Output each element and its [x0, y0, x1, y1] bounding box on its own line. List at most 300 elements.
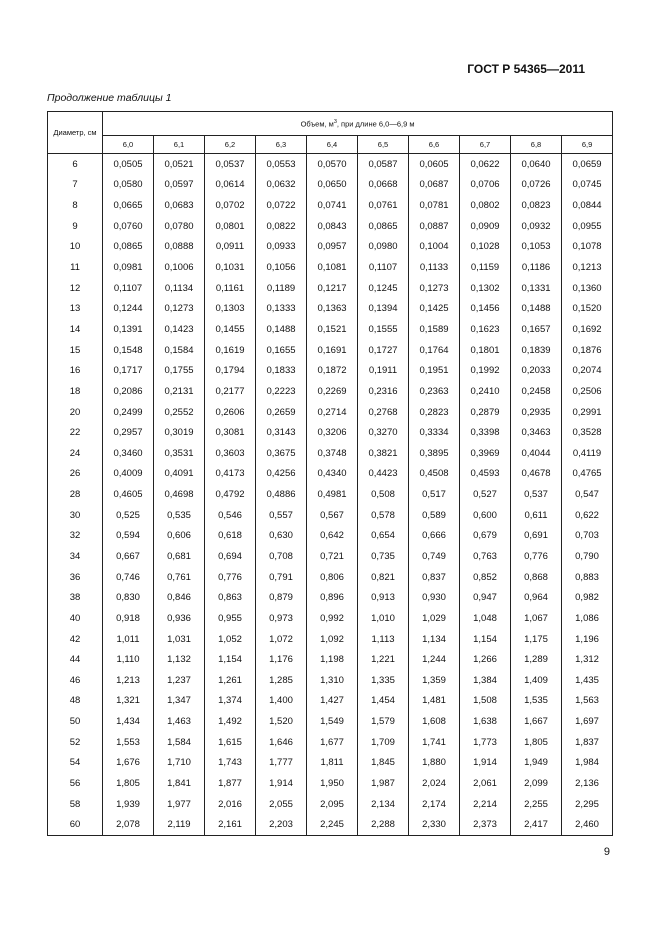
volume-cell: 1,086 — [562, 608, 613, 629]
volume-cell: 0,0822 — [256, 216, 307, 237]
volume-cell: 0,4698 — [154, 484, 205, 505]
volume-cell: 1,434 — [103, 711, 154, 732]
volume-cell: 1,677 — [307, 732, 358, 753]
volume-cell: 1,067 — [511, 608, 562, 629]
table-header — [48, 112, 613, 154]
volume-cell: 2,136 — [562, 773, 613, 794]
table-row — [48, 422, 613, 443]
table-row — [48, 402, 613, 423]
diameter-cell: 32 — [48, 526, 103, 547]
volume-cell: 0,0741 — [307, 195, 358, 216]
volume-cell: 1,359 — [409, 670, 460, 691]
volume-cell: 0,0614 — [205, 175, 256, 196]
volume-cell: 2,245 — [307, 815, 358, 836]
diameter-cell: 11 — [48, 257, 103, 278]
diameter-cell: 30 — [48, 505, 103, 526]
volume-cell: 1,880 — [409, 753, 460, 774]
volume-cell: 0,0505 — [103, 154, 154, 175]
volume-cell: 0,1363 — [307, 298, 358, 319]
volume-cell: 0,0780 — [154, 216, 205, 237]
diameter-cell: 14 — [48, 319, 103, 340]
volume-cell: 0,2659 — [256, 402, 307, 423]
diameter-cell: 54 — [48, 753, 103, 774]
volume-cell: 1,949 — [511, 753, 562, 774]
volume-cell: 0,918 — [103, 608, 154, 629]
table-row — [48, 484, 613, 505]
table-row — [48, 360, 613, 381]
volume-cell: 0,846 — [154, 587, 205, 608]
volume-cell: 0,4508 — [409, 464, 460, 485]
volume-cell: 0,0843 — [307, 216, 358, 237]
volume-cell: 0,1331 — [511, 278, 562, 299]
volume-cell: 0,1423 — [154, 319, 205, 340]
volume-cell: 0,821 — [358, 567, 409, 588]
volume-cell: 0,763 — [460, 546, 511, 567]
volume-cell: 0,0702 — [205, 195, 256, 216]
volume-cell: 1,427 — [307, 691, 358, 712]
page-number: 9 — [603, 846, 610, 858]
volume-cell: 0,0957 — [307, 237, 358, 258]
volume-cell: 0,1217 — [307, 278, 358, 299]
volume-cell: 0,1004 — [409, 237, 460, 258]
volume-cell: 0,761 — [154, 567, 205, 588]
volume-cell: 0,896 — [307, 587, 358, 608]
volume-cell: 0,3334 — [409, 422, 460, 443]
volume-cell: 0,3603 — [205, 443, 256, 464]
length-header-cell: 6,0 — [103, 136, 154, 154]
volume-cell: 0,1764 — [409, 340, 460, 361]
volume-cell: 2,417 — [511, 815, 562, 836]
volume-cell: 0,1619 — [205, 340, 256, 361]
volume-cell: 0,1053 — [511, 237, 562, 258]
volume-cell: 0,1951 — [409, 360, 460, 381]
length-header-row — [48, 136, 613, 154]
length-header-cell: 6,1 — [154, 136, 205, 154]
volume-cell: 0,0888 — [154, 237, 205, 258]
volume-cell: 0,4792 — [205, 484, 256, 505]
volume-cell: 2,061 — [460, 773, 511, 794]
volume-cell: 0,1717 — [103, 360, 154, 381]
diameter-cell: 44 — [48, 649, 103, 670]
volume-cell: 0,3895 — [409, 443, 460, 464]
volume-cell: 2,174 — [409, 794, 460, 815]
table-row — [48, 319, 613, 340]
table-body — [48, 154, 613, 836]
volume-cell: 1,244 — [409, 649, 460, 670]
volume-cell: 0,4593 — [460, 464, 511, 485]
volume-cell: 1,676 — [103, 753, 154, 774]
volume-cell: 1,213 — [103, 670, 154, 691]
volume-cell: 0,964 — [511, 587, 562, 608]
volume-cell: 0,1555 — [358, 319, 409, 340]
volume-cell: 0,3460 — [103, 443, 154, 464]
volume-cell: 0,4765 — [562, 464, 613, 485]
volume-cell: 0,2606 — [205, 402, 256, 423]
volume-cell: 0,517 — [409, 484, 460, 505]
volume-cell: 1,773 — [460, 732, 511, 753]
volume-cell: 0,3675 — [256, 443, 307, 464]
volume-cell: 0,1755 — [154, 360, 205, 381]
volume-cell: 1,196 — [562, 629, 613, 650]
volume-cell: 0,4678 — [511, 464, 562, 485]
volume-cell: 1,374 — [205, 691, 256, 712]
volume-cell: 0,667 — [103, 546, 154, 567]
table-row — [48, 381, 613, 402]
diameter-cell: 10 — [48, 237, 103, 258]
table-row — [48, 587, 613, 608]
volume-cell: 1,805 — [511, 732, 562, 753]
volume-cell: 1,400 — [256, 691, 307, 712]
volume-cell: 0,746 — [103, 567, 154, 588]
volume-cell: 0,567 — [307, 505, 358, 526]
volume-cell: 0,578 — [358, 505, 409, 526]
volume-cell: 1,463 — [154, 711, 205, 732]
volume-cell: 0,691 — [511, 526, 562, 547]
table-row — [48, 298, 613, 319]
volume-cell: 0,2823 — [409, 402, 460, 423]
volume-cell: 2,295 — [562, 794, 613, 815]
volume-cell: 1,805 — [103, 773, 154, 794]
volume-cell: 1,584 — [154, 732, 205, 753]
volume-cell: 1,950 — [307, 773, 358, 794]
volume-cell: 0,1028 — [460, 237, 511, 258]
volume-cell: 0,2552 — [154, 402, 205, 423]
table-row — [48, 546, 613, 567]
volume-cell: 0,1727 — [358, 340, 409, 361]
volume-cell: 1,221 — [358, 649, 409, 670]
volume-cell: 0,1161 — [205, 278, 256, 299]
volume-cell: 0,0781 — [409, 195, 460, 216]
table-row — [48, 443, 613, 464]
volume-cell: 0,992 — [307, 608, 358, 629]
volume-cell: 0,1081 — [307, 257, 358, 278]
volume-cell: 0,947 — [460, 587, 511, 608]
volume-cell: 0,837 — [409, 567, 460, 588]
volume-cell: 0,708 — [256, 546, 307, 567]
volume-cell: 0,0909 — [460, 216, 511, 237]
volume-cell: 0,1107 — [103, 278, 154, 299]
volume-cell: 0,883 — [562, 567, 613, 588]
table-row — [48, 237, 613, 258]
table-row — [48, 691, 613, 712]
volume-cell: 0,2957 — [103, 422, 154, 443]
diameter-cell: 50 — [48, 711, 103, 732]
volume-table — [47, 111, 613, 836]
volume-cell: 0,3531 — [154, 443, 205, 464]
diameter-cell: 60 — [48, 815, 103, 836]
volume-cell: 0,2316 — [358, 381, 409, 402]
volume-cell: 0,525 — [103, 505, 154, 526]
volume-cell: 0,1455 — [205, 319, 256, 340]
table-row — [48, 195, 613, 216]
volume-cell: 0,1273 — [409, 278, 460, 299]
table-caption: Продолжение таблицы 1 — [47, 92, 172, 104]
volume-cell: 0,1692 — [562, 319, 613, 340]
volume-cell: 0,4340 — [307, 464, 358, 485]
volume-cell: 0,3143 — [256, 422, 307, 443]
volume-cell: 2,214 — [460, 794, 511, 815]
volume-cell: 1,310 — [307, 670, 358, 691]
volume-cell: 0,2074 — [562, 360, 613, 381]
volume-cell: 0,0668 — [358, 175, 409, 196]
volume-cell: 0,1876 — [562, 340, 613, 361]
volume-cell: 0,1521 — [307, 319, 358, 340]
volume-cell: 0,1872 — [307, 360, 358, 381]
diameter-cell: 46 — [48, 670, 103, 691]
volume-cell: 0,2363 — [409, 381, 460, 402]
volume-cell: 0,3398 — [460, 422, 511, 443]
volume-cell: 0,606 — [154, 526, 205, 547]
volume-cell: 0,1159 — [460, 257, 511, 278]
diameter-cell: 42 — [48, 629, 103, 650]
volume-cell: 1,492 — [205, 711, 256, 732]
volume-header — [103, 112, 613, 136]
table-row — [48, 629, 613, 650]
volume-cell: 0,703 — [562, 526, 613, 547]
volume-cell: 0,1245 — [358, 278, 409, 299]
diameter-cell: 52 — [48, 732, 103, 753]
volume-cell: 1,454 — [358, 691, 409, 712]
volume-cell: 1,132 — [154, 649, 205, 670]
volume-cell: 0,936 — [154, 608, 205, 629]
volume-cell: 2,373 — [460, 815, 511, 836]
volume-cell: 0,1992 — [460, 360, 511, 381]
volume-cell: 0,0570 — [307, 154, 358, 175]
volume-cell: 0,749 — [409, 546, 460, 567]
volume-cell: 2,119 — [154, 815, 205, 836]
length-header-cell: 6,3 — [256, 136, 307, 154]
volume-cell: 0,1107 — [358, 257, 409, 278]
table-row — [48, 773, 613, 794]
volume-cell: 1,646 — [256, 732, 307, 753]
volume-cell: 1,608 — [409, 711, 460, 732]
volume-cell: 0,1391 — [103, 319, 154, 340]
volume-cell: 0,679 — [460, 526, 511, 547]
volume-cell: 0,830 — [103, 587, 154, 608]
volume-cell: 0,791 — [256, 567, 307, 588]
length-header-cell: 6,4 — [307, 136, 358, 154]
volume-cell: 0,1801 — [460, 340, 511, 361]
volume-cell: 0,4886 — [256, 484, 307, 505]
volume-cell: 0,654 — [358, 526, 409, 547]
volume-cell: 0,0605 — [409, 154, 460, 175]
volume-cell: 0,4173 — [205, 464, 256, 485]
volume-cell: 0,0726 — [511, 175, 562, 196]
volume-cell: 1,508 — [460, 691, 511, 712]
diameter-header: Диаметр, см — [48, 112, 103, 154]
volume-cell: 0,2458 — [511, 381, 562, 402]
diameter-cell: 9 — [48, 216, 103, 237]
volume-cell: 0,735 — [358, 546, 409, 567]
volume-cell: 0,611 — [511, 505, 562, 526]
diameter-cell: 40 — [48, 608, 103, 629]
volume-cell: 0,1839 — [511, 340, 562, 361]
length-header-cell: 6,8 — [511, 136, 562, 154]
length-header-cell: 6,2 — [205, 136, 256, 154]
volume-cell: 2,016 — [205, 794, 256, 815]
volume-cell: 0,0955 — [562, 216, 613, 237]
volume-cell: 2,203 — [256, 815, 307, 836]
volume-cell: 1,011 — [103, 629, 154, 650]
volume-cell: 0,600 — [460, 505, 511, 526]
volume-cell: 0,852 — [460, 567, 511, 588]
volume-cell: 0,1911 — [358, 360, 409, 381]
volume-cell: 0,2033 — [511, 360, 562, 381]
volume-cell: 0,1303 — [205, 298, 256, 319]
volume-cell: 1,563 — [562, 691, 613, 712]
volume-cell: 0,0521 — [154, 154, 205, 175]
volume-cell: 1,987 — [358, 773, 409, 794]
volume-cell: 0,2506 — [562, 381, 613, 402]
volume-cell: 0,0553 — [256, 154, 307, 175]
volume-header-prefix: Объем, м — [300, 119, 334, 129]
volume-cell: 0,630 — [256, 526, 307, 547]
volume-cell: 1,175 — [511, 629, 562, 650]
diameter-cell: 24 — [48, 443, 103, 464]
volume-cell: 0,546 — [205, 505, 256, 526]
volume-cell: 0,0745 — [562, 175, 613, 196]
volume-cell: 0,1425 — [409, 298, 460, 319]
volume-cell: 1,709 — [358, 732, 409, 753]
volume-cell: 0,594 — [103, 526, 154, 547]
volume-cell: 0,1488 — [256, 319, 307, 340]
volume-cell: 0,4091 — [154, 464, 205, 485]
table-row — [48, 567, 613, 588]
volume-cell: 1,939 — [103, 794, 154, 815]
volume-cell: 0,0933 — [256, 237, 307, 258]
diameter-cell: 18 — [48, 381, 103, 402]
volume-cell: 0,973 — [256, 608, 307, 629]
volume-cell: 0,0980 — [358, 237, 409, 258]
volume-cell: 0,3081 — [205, 422, 256, 443]
volume-cell: 0,2410 — [460, 381, 511, 402]
table-row — [48, 608, 613, 629]
volume-cell: 0,1833 — [256, 360, 307, 381]
volume-cell: 0,0844 — [562, 195, 613, 216]
volume-cell: 0,3463 — [511, 422, 562, 443]
volume-cell: 0,1394 — [358, 298, 409, 319]
volume-cell: 1,010 — [358, 608, 409, 629]
volume-cell: 0,0650 — [307, 175, 358, 196]
volume-cell: 2,134 — [358, 794, 409, 815]
table-row — [48, 216, 613, 237]
diameter-cell: 20 — [48, 402, 103, 423]
volume-cell: 0,776 — [511, 546, 562, 567]
volume-cell: 1,841 — [154, 773, 205, 794]
volume-cell: 0,0640 — [511, 154, 562, 175]
table-row — [48, 278, 613, 299]
volume-cell: 0,806 — [307, 567, 358, 588]
volume-cell: 0,4605 — [103, 484, 154, 505]
volume-cell: 0,642 — [307, 526, 358, 547]
volume-cell: 1,154 — [205, 649, 256, 670]
volume-cell: 0,1189 — [256, 278, 307, 299]
volume-cell: 0,1133 — [409, 257, 460, 278]
volume-cell: 0,0911 — [205, 237, 256, 258]
diameter-cell: 6 — [48, 154, 103, 175]
volume-cell: 0,527 — [460, 484, 511, 505]
volume-cell: 0,618 — [205, 526, 256, 547]
volume-cell: 0,1589 — [409, 319, 460, 340]
volume-cell: 0,622 — [562, 505, 613, 526]
table-row — [48, 711, 613, 732]
volume-cell: 0,0537 — [205, 154, 256, 175]
volume-cell: 1,984 — [562, 753, 613, 774]
volume-cell: 1,837 — [562, 732, 613, 753]
table-row — [48, 154, 613, 175]
volume-cell: 1,697 — [562, 711, 613, 732]
volume-cell: 0,2935 — [511, 402, 562, 423]
volume-cell: 0,790 — [562, 546, 613, 567]
volume-cell: 0,0622 — [460, 154, 511, 175]
volume-cell: 0,0587 — [358, 154, 409, 175]
volume-cell: 2,255 — [511, 794, 562, 815]
volume-cell: 0,0659 — [562, 154, 613, 175]
volume-cell: 0,3270 — [358, 422, 409, 443]
volume-cell: 1,553 — [103, 732, 154, 753]
volume-cell: 2,095 — [307, 794, 358, 815]
volume-cell: 1,384 — [460, 670, 511, 691]
table-row — [48, 732, 613, 753]
table-row — [48, 257, 613, 278]
volume-cell: 0,0801 — [205, 216, 256, 237]
volume-cell: 0,0722 — [256, 195, 307, 216]
table-row — [48, 340, 613, 361]
table-row — [48, 649, 613, 670]
volume-cell: 0,982 — [562, 587, 613, 608]
volume-cell: 0,0580 — [103, 175, 154, 196]
volume-cell: 0,1244 — [103, 298, 154, 319]
diameter-cell: 12 — [48, 278, 103, 299]
diameter-cell: 13 — [48, 298, 103, 319]
volume-cell: 0,1520 — [562, 298, 613, 319]
volume-cell: 0,2991 — [562, 402, 613, 423]
volume-cell: 0,2177 — [205, 381, 256, 402]
volume-cell: 0,0687 — [409, 175, 460, 196]
volume-cell: 0,0981 — [103, 257, 154, 278]
volume-cell: 0,1655 — [256, 340, 307, 361]
volume-cell: 0,1657 — [511, 319, 562, 340]
volume-cell: 0,0887 — [409, 216, 460, 237]
volume-cell: 2,099 — [511, 773, 562, 794]
volume-cell: 2,161 — [205, 815, 256, 836]
table-row — [48, 175, 613, 196]
volume-cell: 0,955 — [205, 608, 256, 629]
diameter-cell: 7 — [48, 175, 103, 196]
diameter-cell: 58 — [48, 794, 103, 815]
volume-cell: 0,0761 — [358, 195, 409, 216]
volume-cell: 0,0802 — [460, 195, 511, 216]
volume-cell: 0,508 — [358, 484, 409, 505]
volume-cell: 0,694 — [205, 546, 256, 567]
volume-cell: 1,113 — [358, 629, 409, 650]
volume-cell: 0,913 — [358, 587, 409, 608]
volume-cell: 0,3821 — [358, 443, 409, 464]
volume-cell: 0,0865 — [358, 216, 409, 237]
volume-cell: 1,289 — [511, 649, 562, 670]
table-row — [48, 464, 613, 485]
volume-cell: 0,1302 — [460, 278, 511, 299]
volume-cell: 0,4119 — [562, 443, 613, 464]
volume-cell: 0,1623 — [460, 319, 511, 340]
volume-cell: 0,1078 — [562, 237, 613, 258]
volume-cell: 0,0760 — [103, 216, 154, 237]
volume-cell: 1,741 — [409, 732, 460, 753]
volume-cell: 1,312 — [562, 649, 613, 670]
volume-cell: 1,811 — [307, 753, 358, 774]
volume-cell: 1,092 — [307, 629, 358, 650]
volume-cell: 0,2269 — [307, 381, 358, 402]
